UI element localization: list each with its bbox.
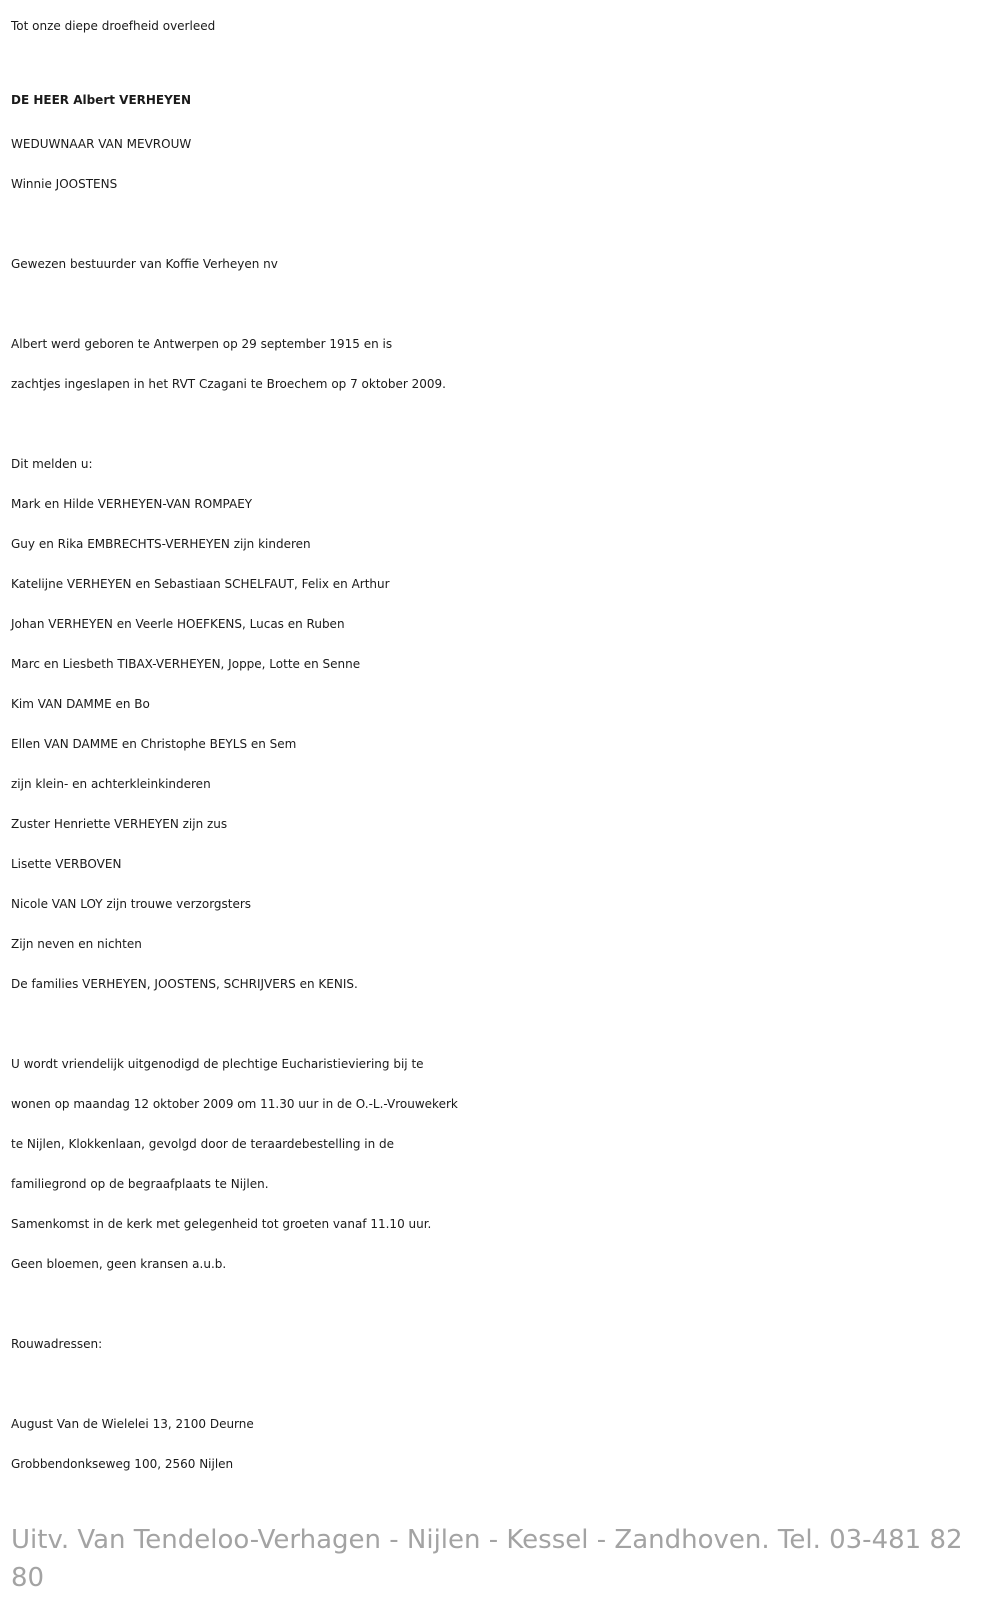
family-line: Marc en Liesbeth TIBAX-VERHEYEN, Joppe, Lotte en Senne [11,657,361,671]
widower-line: WEDUWNAAR VAN MEVROUW [11,137,192,151]
family-heading: Dit melden u: [11,457,93,471]
birth-death-text: zachtjes ingeslapen in het RVT Czagani te Broechem op 7 oktober 2009. [11,377,446,391]
address-line: Grobbendonkseweg 100, 2560 Nijlen [11,1457,234,1471]
family-list [11,484,991,1004]
spacer [11,204,991,244]
spouse-name: Winnie JOOSTENS [11,177,118,191]
obituary-notice [11,0,991,1597]
family-line: Johan VERHEYEN en Veerle HOEFKENS, Lucas en Ruben [11,617,345,631]
family-line: zijn klein- en achterkleinkinderen [11,777,211,791]
family-line: Katelijne VERHEYEN en Sebastiaan SCHELFAUT, Felix en Arthur [11,577,390,591]
funeral-director-footer: Uitv. Van Tendeloo-Verhagen - Nijlen - Kessel - Zandhoven. Tel. 03-481 82 80 [11,1525,963,1593]
addresses-heading: Rouwadressen: [11,1337,103,1351]
family-line: Kim VAN DAMME en Bo [11,697,150,711]
ceremony-line: wonen op maandag 12 oktober 2009 om 11.30 uur in de O.-L.-Vrouwekerk [11,1097,458,1111]
birth-death-text: Albert werd geboren te Antwerpen op 29 september 1915 en is [11,337,393,351]
family-line: Zijn neven en nichten [11,937,142,951]
occupation-text: Gewezen bestuurder van Koffie Verheyen nv [11,257,278,271]
family-line: Zuster Henriette VERHEYEN zijn zus [11,817,228,831]
spacer [11,1364,991,1404]
ceremony-line: U wordt vriendelijk uitgenodigd de plechtige Eucharistieviering bij te [11,1057,424,1071]
family-line: Nicole VAN LOY zijn trouwe verzorgsters [11,897,252,911]
ceremony-line: te Nijlen, Klokkenlaan, gevolgd door de teraardebestelling in de [11,1137,395,1151]
ceremony-line: familiegrond op de begraafplaats te Nijlen. [11,1177,269,1191]
spacer [11,1284,991,1324]
spacer [11,284,991,324]
family-line: Guy en Rika EMBRECHTS-VERHEYEN zijn kinderen [11,537,311,551]
family-line: Ellen VAN DAMME en Christophe BEYLS en Sem [11,737,297,751]
address-list [11,1404,991,1484]
ceremony-line: Samenkomst in de kerk met gelegenheid tot groeten vanaf 11.10 uur. [11,1217,432,1231]
ceremony-line: Geen bloemen, geen kransen a.u.b. [11,1257,227,1271]
family-line: Mark en Hilde VERHEYEN-VAN ROMPAEY [11,497,253,511]
spacer [11,1004,991,1044]
deceased-name: DE HEER Albert VERHEYEN [11,93,192,107]
ceremony-text [11,1044,991,1284]
address-line: August Van de Wielelei 13, 2100 Deurne [11,1417,254,1431]
family-line: De families VERHEYEN, JOOSTENS, SCHRIJVERS en KENIS. [11,977,358,991]
intro-text: Tot onze diepe droefheid overleed [11,19,216,33]
family-line: Lisette VERBOVEN [11,857,122,871]
spacer [11,404,991,444]
